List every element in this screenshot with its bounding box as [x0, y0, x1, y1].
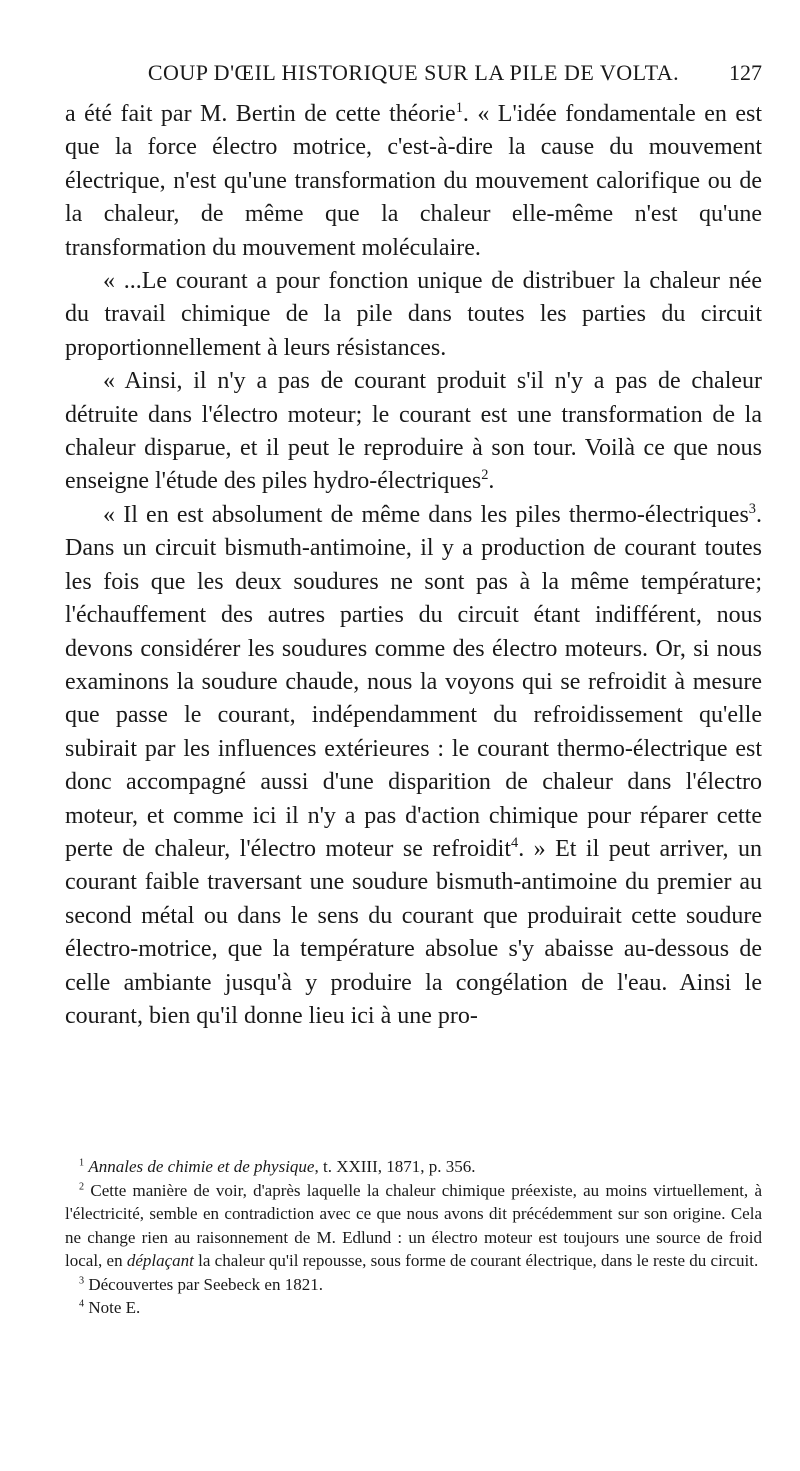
paragraph-text: « Ainsi, il n'y a pas de courant produit s'il n'y a pas de chaleur détruite dans l'électro moteur; le courant est une transformation de la chaleur disparue, et il peut le reproduire à son tour. Voilà ce que nous enseigne l'étude des piles hydro-électriques	[65, 368, 762, 495]
paragraph-text: « Il en est absolument de même dans les piles thermo-électriques	[103, 501, 749, 528]
paragraph-text: « ...Le courant a pour fonction unique de distribuer la chaleur née du travail chimique de la pile dans toutes les parties du circuit proportionnellement à leurs résistances.	[65, 268, 762, 361]
footnote-3	[65, 1273, 762, 1297]
footnote-1	[65, 1155, 762, 1179]
footnote-4	[65, 1296, 762, 1320]
paragraph-text: . Dans un circuit bismuth-antimoine, il y a production de courant toutes les fois que les deux soudures ne sont pas à la même température; l'échauffement des autres parties du circuit étant indifférent, nous devons considérer les soudures comme des électro moteurs. Or, si nous examinons la soudure chaude, nous la voyons qui se refroidit à mesure que passe le courant, indépendamment du refroidissement qu'elle subirait par les influences extérieures : le courant thermo-électrique est donc accompagné aussi d'une disparition de chaleur dans l'électro moteur, et comme ici il n'y a pas d'action chimique pour réparer cette perte de chaleur, l'électro moteur se refroidit	[65, 501, 762, 862]
footnote-ref: 1	[455, 100, 463, 116]
footnote-mark: 3	[79, 1274, 85, 1286]
paragraph-4	[65, 499, 762, 1034]
page-number: 127	[729, 60, 762, 85]
footnote-citation-title: Annales de chimie et de physique	[88, 1157, 315, 1176]
footnote-mark: 2	[79, 1180, 85, 1192]
running-title: COUP D'ŒIL HISTORIQUE SUR LA PILE DE VOLTA.	[147, 60, 680, 85]
paragraph-text: . « L'idée fondamentale en est que la force électro motrice, c'est-à-dire la cause du mouvement électrique, n'est qu'une transformation du mouvement calorifique ou de la chaleur, de même que la chaleur elle-même n'est qu'une transformation du mouvement moléculaire.	[65, 101, 763, 261]
paragraph-text: . » Et il peut arriver, un courant faible traversant une soudure bismuth-antimoine du premier au second métal ou dans le sens du courant que produirait cette soudure électro-motrice, que la température absolue s'y abaisse au-dessous de celle ambiante jusqu'à y produire la congélation de l'eau. Ainsi le courant, bien qu'il donne lieu ici à une pro-	[65, 835, 762, 1029]
footnote-text: Note E.	[88, 1298, 141, 1317]
footnote-mark: 4	[79, 1298, 85, 1310]
footnotes	[65, 1155, 762, 1320]
footnote-emphasis: déplaçant	[126, 1251, 194, 1270]
footnote-text: Cette manière de voir, d'après laquelle la chaleur chimique préexiste, au moins virtuellement, à l'électricité, semble en contradiction avec ce que nous avons dit précédemment sur son origine. Cela ne change rien au raisonnement de M. Edlund : un électro moteur est toujours une source de froid local, en	[65, 1180, 762, 1270]
footnote-ref: 2	[481, 467, 489, 484]
paragraph-text: a été fait par M. Bertin de cette théorie	[65, 101, 456, 127]
paragraph-2	[65, 265, 762, 365]
paragraph-3	[65, 365, 762, 499]
footnote-text: Découvertes par Seebeck en 1821.	[88, 1274, 323, 1294]
paragraph-1	[65, 98, 762, 265]
body-text	[65, 98, 762, 1033]
paragraph-text: .	[488, 468, 495, 495]
footnote-mark: 1	[79, 1157, 85, 1169]
footnote-ref: 4	[510, 834, 519, 851]
footnote-2	[65, 1179, 762, 1273]
footnote-text: , t. XXIII, 1871, p. 356.	[314, 1157, 476, 1176]
footnote-ref: 3	[748, 500, 756, 517]
page-header	[65, 60, 762, 92]
footnote-text: la chaleur qu'il repousse, sous forme de courant électrique, dans le reste du circuit.	[193, 1251, 759, 1270]
